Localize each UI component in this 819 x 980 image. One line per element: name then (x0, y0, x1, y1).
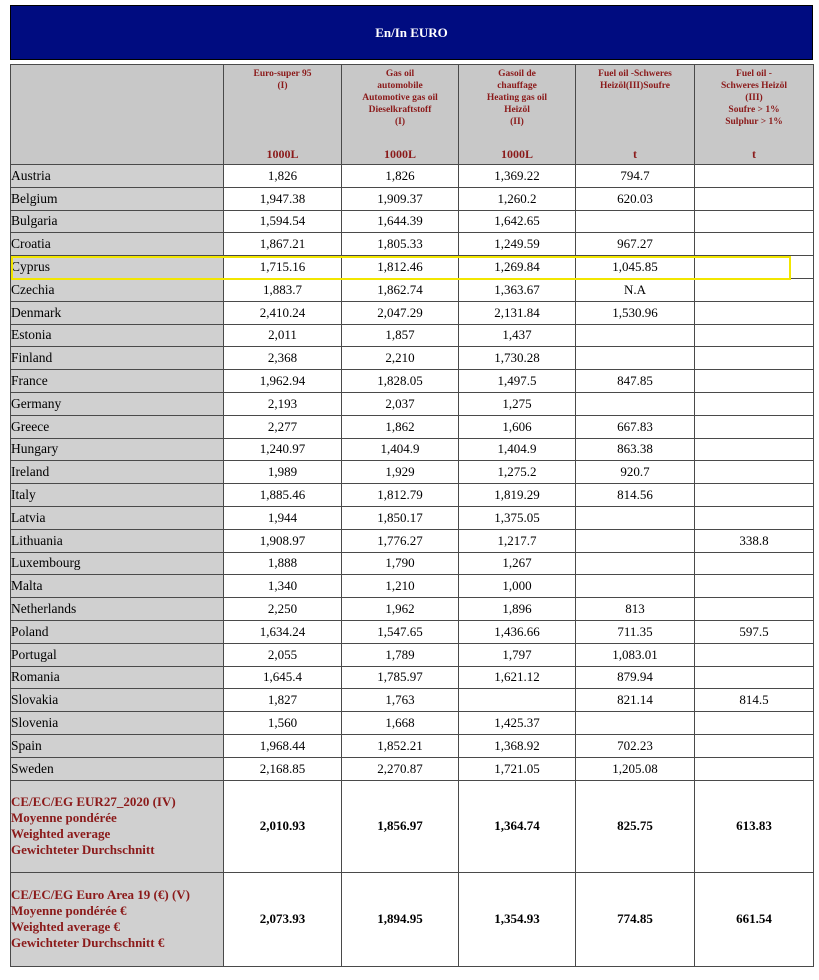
country-name: Croatia (11, 233, 224, 256)
price-cell: 2,131.84 (459, 301, 576, 324)
price-cell: 1,404.9 (459, 438, 576, 461)
price-cell (695, 165, 814, 188)
country-name: Finland (11, 347, 224, 370)
aggregate-label-line: Gewichteter Durchschnitt € (11, 935, 165, 951)
column-header-line: automobile (377, 81, 423, 91)
aggregate-label-line: CE/EC/EG Euro Area 19 (€) (V) (11, 887, 190, 903)
country-name: Lithuania (11, 529, 224, 552)
table-row-ireland (11, 461, 814, 484)
price-cell: 1,083.01 (576, 643, 695, 666)
price-cell: 814.56 (576, 484, 695, 507)
aggregate-row (11, 872, 814, 966)
table-row-denmark (11, 301, 814, 324)
price-cell: 1,909.37 (342, 187, 459, 210)
column-header-line: (III) (745, 93, 763, 103)
price-cell: 1,368.92 (459, 734, 576, 757)
table-row-hungary (11, 438, 814, 461)
price-cell: 1,885.46 (224, 484, 342, 507)
price-cell: 2,270.87 (342, 757, 459, 780)
price-cell: 1,826 (342, 165, 459, 188)
price-cell: 1,989 (224, 461, 342, 484)
price-cell: 1,850.17 (342, 506, 459, 529)
table-row-slovakia (11, 689, 814, 712)
column-header-line: Gasoil de (498, 69, 536, 79)
price-cell: 1,867.21 (224, 233, 342, 256)
price-cell: 1,645.4 (224, 666, 342, 689)
price-cell: 1,852.21 (342, 734, 459, 757)
column-unit: t (633, 147, 637, 161)
price-cell: 1,944 (224, 506, 342, 529)
column-unit: t (752, 147, 756, 161)
column-header-name (342, 65, 458, 128)
column-header-line: (I) (277, 81, 288, 91)
price-cell (695, 301, 814, 324)
price-cell: 2,210 (342, 347, 459, 370)
aggregate-label-line: Gewichteter Durchschnitt (11, 842, 155, 858)
price-cell (695, 643, 814, 666)
price-cell: 1,000 (459, 575, 576, 598)
price-cell: 1,862.74 (342, 278, 459, 301)
table-row-malta (11, 575, 814, 598)
price-cell: 2,055 (224, 643, 342, 666)
price-cell: 1,785.97 (342, 666, 459, 689)
price-cell: 667.83 (576, 415, 695, 438)
price-cell (695, 347, 814, 370)
price-cell: 1,812.46 (342, 256, 459, 279)
price-cell: 1,267 (459, 552, 576, 575)
price-cell: 1,826 (224, 165, 342, 188)
country-name: Hungary (11, 438, 224, 461)
price-cell: 1,763 (342, 689, 459, 712)
table-row-slovenia (11, 712, 814, 735)
country-name: Spain (11, 734, 224, 757)
price-cell (695, 233, 814, 256)
column-header (342, 65, 459, 165)
column-unit: 1000L (266, 147, 299, 161)
price-cell: 1,269.84 (459, 256, 576, 279)
price-cell: 1,857 (342, 324, 459, 347)
price-cell (695, 552, 814, 575)
price-cell (695, 278, 814, 301)
country-name: Italy (11, 484, 224, 507)
price-cell: 879.94 (576, 666, 695, 689)
table-row-czechia (11, 278, 814, 301)
table-title (10, 5, 813, 60)
table-row-romania (11, 666, 814, 689)
country-name: Slovenia (11, 712, 224, 735)
column-header-line: Fuel oil -Schweres (598, 69, 672, 79)
header-corner-cell (11, 65, 224, 165)
aggregate-rows (11, 780, 814, 966)
table-title-text: En/In EURO (375, 24, 448, 40)
table-row-portugal (11, 643, 814, 666)
country-name: Germany (11, 392, 224, 415)
price-cell: 1,827 (224, 689, 342, 712)
price-cell: 1,797 (459, 643, 576, 666)
price-cell: 863.38 (576, 438, 695, 461)
column-header (224, 65, 342, 165)
price-cell: 1,437 (459, 324, 576, 347)
price-cell (576, 392, 695, 415)
country-name: Belgium (11, 187, 224, 210)
price-cell (576, 552, 695, 575)
country-name: Malta (11, 575, 224, 598)
price-cell: 2,011 (224, 324, 342, 347)
price-cell (695, 392, 814, 415)
price-cell: 1,862 (342, 415, 459, 438)
price-cell: 2,410.24 (224, 301, 342, 324)
fuel-price-table (10, 64, 814, 967)
price-cell: 794.7 (576, 165, 695, 188)
country-rows (11, 165, 814, 781)
column-header-line: Automotive gas oil (362, 93, 438, 103)
price-cell (576, 324, 695, 347)
price-cell: 1,621.12 (459, 666, 576, 689)
price-cell: 702.23 (576, 734, 695, 757)
country-name: Slovakia (11, 689, 224, 712)
column-header-line: Heizöl (504, 105, 530, 115)
price-cell: 620.03 (576, 187, 695, 210)
price-cell (695, 712, 814, 735)
column-header-line: Gas oil (385, 69, 415, 79)
table-row-estonia (11, 324, 814, 347)
price-cell: 1,045.85 (576, 256, 695, 279)
column-header-name (459, 65, 575, 128)
price-cell (695, 415, 814, 438)
price-cell: 1,668 (342, 712, 459, 735)
price-cell: 1,730.28 (459, 347, 576, 370)
table-row-luxembourg (11, 552, 814, 575)
price-cell: 1,594.54 (224, 210, 342, 233)
price-cell: 1,217.7 (459, 529, 576, 552)
price-cell (576, 575, 695, 598)
table-row-france (11, 370, 814, 393)
country-name: Bulgaria (11, 210, 224, 233)
price-cell: 967.27 (576, 233, 695, 256)
price-cell: 1,425.37 (459, 712, 576, 735)
table-row-poland (11, 620, 814, 643)
column-header-line: (I) (394, 117, 406, 127)
price-cell: 1,721.05 (459, 757, 576, 780)
price-cell: 1,363.67 (459, 278, 576, 301)
aggregate-value: 1,856.97 (342, 780, 459, 872)
price-cell: 1,275.2 (459, 461, 576, 484)
table-row-finland (11, 347, 814, 370)
column-unit: 1000L (383, 147, 416, 161)
price-cell: 1,249.59 (459, 233, 576, 256)
column-header-line: (II) (510, 117, 524, 127)
column-header-line: chauffage (497, 81, 537, 91)
price-cell: 1,547.65 (342, 620, 459, 643)
column-header-line: Dieselkraftstoff (368, 105, 432, 115)
table-row-italy (11, 484, 814, 507)
aggregate-value: 613.83 (695, 780, 814, 872)
country-name: Poland (11, 620, 224, 643)
price-cell: 1,776.27 (342, 529, 459, 552)
price-cell: 1,789 (342, 643, 459, 666)
price-cell: 1,369.22 (459, 165, 576, 188)
price-cell: 1,530.96 (576, 301, 695, 324)
table-row-bulgaria (11, 210, 814, 233)
price-cell: 814.5 (695, 689, 814, 712)
price-cell (576, 506, 695, 529)
column-header-line: Soufre > 1% (728, 105, 780, 115)
price-cell: 1,962 (342, 598, 459, 621)
price-cell: 1,606 (459, 415, 576, 438)
price-cell: 1,790 (342, 552, 459, 575)
price-cell: 2,193 (224, 392, 342, 415)
country-name: France (11, 370, 224, 393)
price-cell: 1,805.33 (342, 233, 459, 256)
price-cell (695, 461, 814, 484)
country-name: Denmark (11, 301, 224, 324)
price-cell: 1,260.2 (459, 187, 576, 210)
aggregate-value: 2,010.93 (224, 780, 342, 872)
price-cell: 821.14 (576, 689, 695, 712)
country-name: Czechia (11, 278, 224, 301)
price-cell: 1,896 (459, 598, 576, 621)
aggregate-value: 825.75 (576, 780, 695, 872)
aggregate-value: 1,894.95 (342, 872, 459, 966)
country-name: Austria (11, 165, 224, 188)
price-cell (695, 757, 814, 780)
column-header-line: Heizöl(III)Soufre (599, 81, 670, 91)
price-cell: 2,037 (342, 392, 459, 415)
aggregate-value: 2,073.93 (224, 872, 342, 966)
table-row-spain (11, 734, 814, 757)
price-cell: 2,250 (224, 598, 342, 621)
aggregate-value: 1,364.74 (459, 780, 576, 872)
price-cell: 1,819.29 (459, 484, 576, 507)
table-row-greece (11, 415, 814, 438)
aggregate-row (11, 780, 814, 872)
column-header-name (576, 65, 694, 92)
aggregate-value: 661.54 (695, 872, 814, 966)
price-cell: 1,883.7 (224, 278, 342, 301)
price-cell (695, 484, 814, 507)
country-name: Sweden (11, 757, 224, 780)
price-cell: 2,047.29 (342, 301, 459, 324)
price-cell (576, 210, 695, 233)
aggregate-label-line: Moyenne pondérée (11, 810, 117, 826)
aggregate-label-line: Weighted average (11, 826, 111, 842)
price-cell: 338.8 (695, 529, 814, 552)
aggregate-label (11, 872, 224, 966)
table-row-latvia (11, 506, 814, 529)
price-cell (576, 712, 695, 735)
price-cell: 1,275 (459, 392, 576, 415)
column-header-line: Sulphur > 1% (725, 117, 783, 127)
price-cell (695, 575, 814, 598)
table-row-austria (11, 165, 814, 188)
price-cell: 1,497.5 (459, 370, 576, 393)
price-cell: 1,404.9 (342, 438, 459, 461)
column-header (695, 65, 814, 165)
price-cell: 1,205.08 (576, 757, 695, 780)
country-name: Romania (11, 666, 224, 689)
price-cell: 1,947.38 (224, 187, 342, 210)
price-cell: 1,962.94 (224, 370, 342, 393)
table-row-cyprus (11, 256, 814, 279)
price-cell (695, 187, 814, 210)
table-row-germany (11, 392, 814, 415)
price-cell (695, 666, 814, 689)
price-cell: 1,642.65 (459, 210, 576, 233)
price-cell (695, 370, 814, 393)
aggregate-label-line: Weighted average € (11, 919, 121, 935)
country-name: Ireland (11, 461, 224, 484)
column-header-line: Euro-super 95 (253, 69, 312, 79)
country-name: Luxembourg (11, 552, 224, 575)
price-cell (695, 438, 814, 461)
price-cell: 1,560 (224, 712, 342, 735)
price-cell: 2,168.85 (224, 757, 342, 780)
country-name: Netherlands (11, 598, 224, 621)
table-row-netherlands (11, 598, 814, 621)
price-cell: 1,340 (224, 575, 342, 598)
table-row-croatia (11, 233, 814, 256)
price-cell: 1,375.05 (459, 506, 576, 529)
price-cell: 2,368 (224, 347, 342, 370)
price-cell: 597.5 (695, 620, 814, 643)
column-unit: 1000L (500, 147, 533, 161)
column-header-name (695, 65, 813, 128)
price-cell (695, 598, 814, 621)
price-cell (695, 324, 814, 347)
country-name: Greece (11, 415, 224, 438)
price-cell: N.A (576, 278, 695, 301)
price-cell (695, 734, 814, 757)
country-name: Latvia (11, 506, 224, 529)
price-cell: 920.7 (576, 461, 695, 484)
price-cell: 1,908.97 (224, 529, 342, 552)
price-cell (576, 347, 695, 370)
table-row-belgium (11, 187, 814, 210)
country-name: Cyprus (11, 256, 224, 279)
aggregate-label-line: CE/EC/EG EUR27_2020 (IV) (11, 794, 176, 810)
header-row (11, 65, 814, 165)
country-name: Estonia (11, 324, 224, 347)
price-cell (695, 256, 814, 279)
price-cell: 1,715.16 (224, 256, 342, 279)
column-header-line: Schweres Heizöl (720, 81, 788, 91)
aggregate-label-line: Moyenne pondérée € (11, 903, 127, 919)
price-cell: 813 (576, 598, 695, 621)
price-cell (459, 689, 576, 712)
table-row-lithuania (11, 529, 814, 552)
price-cell: 1,240.97 (224, 438, 342, 461)
price-cell: 711.35 (576, 620, 695, 643)
price-cell: 1,888 (224, 552, 342, 575)
price-cell: 1,828.05 (342, 370, 459, 393)
price-cell: 2,277 (224, 415, 342, 438)
price-cell: 1,210 (342, 575, 459, 598)
price-cell: 1,634.24 (224, 620, 342, 643)
price-cell: 1,968.44 (224, 734, 342, 757)
column-header (576, 65, 695, 165)
price-cell: 1,812.79 (342, 484, 459, 507)
table-row-sweden (11, 757, 814, 780)
aggregate-value: 1,354.93 (459, 872, 576, 966)
aggregate-label (11, 780, 224, 872)
price-cell: 1,644.39 (342, 210, 459, 233)
price-cell (576, 529, 695, 552)
column-header (459, 65, 576, 165)
price-cell (695, 210, 814, 233)
price-cell: 1,436.66 (459, 620, 576, 643)
country-name: Portugal (11, 643, 224, 666)
price-cell: 1,929 (342, 461, 459, 484)
column-header-name (224, 65, 341, 92)
price-cell (695, 506, 814, 529)
column-header-line: Fuel oil - (736, 69, 772, 79)
price-cell: 847.85 (576, 370, 695, 393)
column-header-line: Heating gas oil (486, 93, 548, 103)
aggregate-value: 774.85 (576, 872, 695, 966)
